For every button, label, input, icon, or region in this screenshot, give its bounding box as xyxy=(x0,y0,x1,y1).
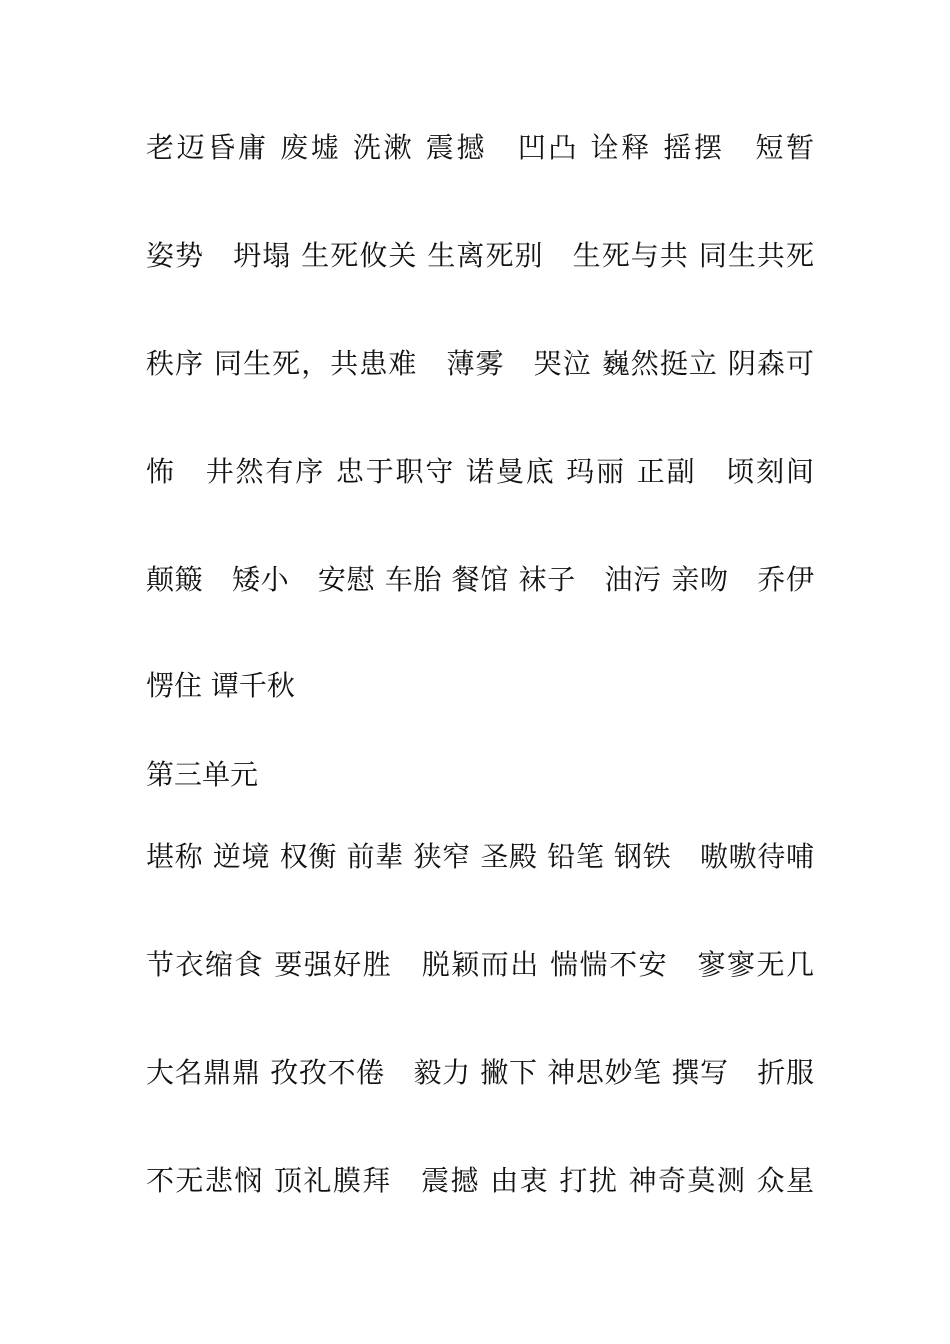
vocab-line: 秩序 同生死，共患难 薄雾 哭泣 巍然挺立 阴森可 xyxy=(146,347,814,380)
vocab-line: 颠簸 矮小 安慰 车胎 餐馆 袜子 油污 亲吻 乔伊 xyxy=(146,563,814,596)
unit-heading: 第三单元 xyxy=(146,758,259,791)
vocab-line: 节衣缩食 要强好胜 脱颖而出 惴惴不安 寥寥无几 xyxy=(146,948,814,981)
vocab-line: 愣住 谭千秋 xyxy=(146,669,295,702)
vocab-line: 怖 井然有序 忠于职守 诺曼底 玛丽 正副 顷刻间 xyxy=(146,455,814,488)
vocab-line: 不无悲悯 顶礼膜拜 震撼 由衷 打扰 神奇莫测 众星 xyxy=(146,1164,814,1197)
vocab-line: 堪称 逆境 权衡 前辈 狭窄 圣殿 铅笔 钢铁 嗷嗷待哺 xyxy=(146,840,814,873)
vocab-line: 姿势 坍塌 生死攸关 生离死别 生死与共 同生共死 xyxy=(146,239,814,272)
vocab-line: 老迈昏庸 废墟 洗漱 震撼 凹凸 诠释 摇摆 短暂 xyxy=(146,131,814,164)
vocab-line: 大名鼎鼎 孜孜不倦 毅力 撇下 神思妙笔 撰写 折服 xyxy=(146,1056,814,1089)
